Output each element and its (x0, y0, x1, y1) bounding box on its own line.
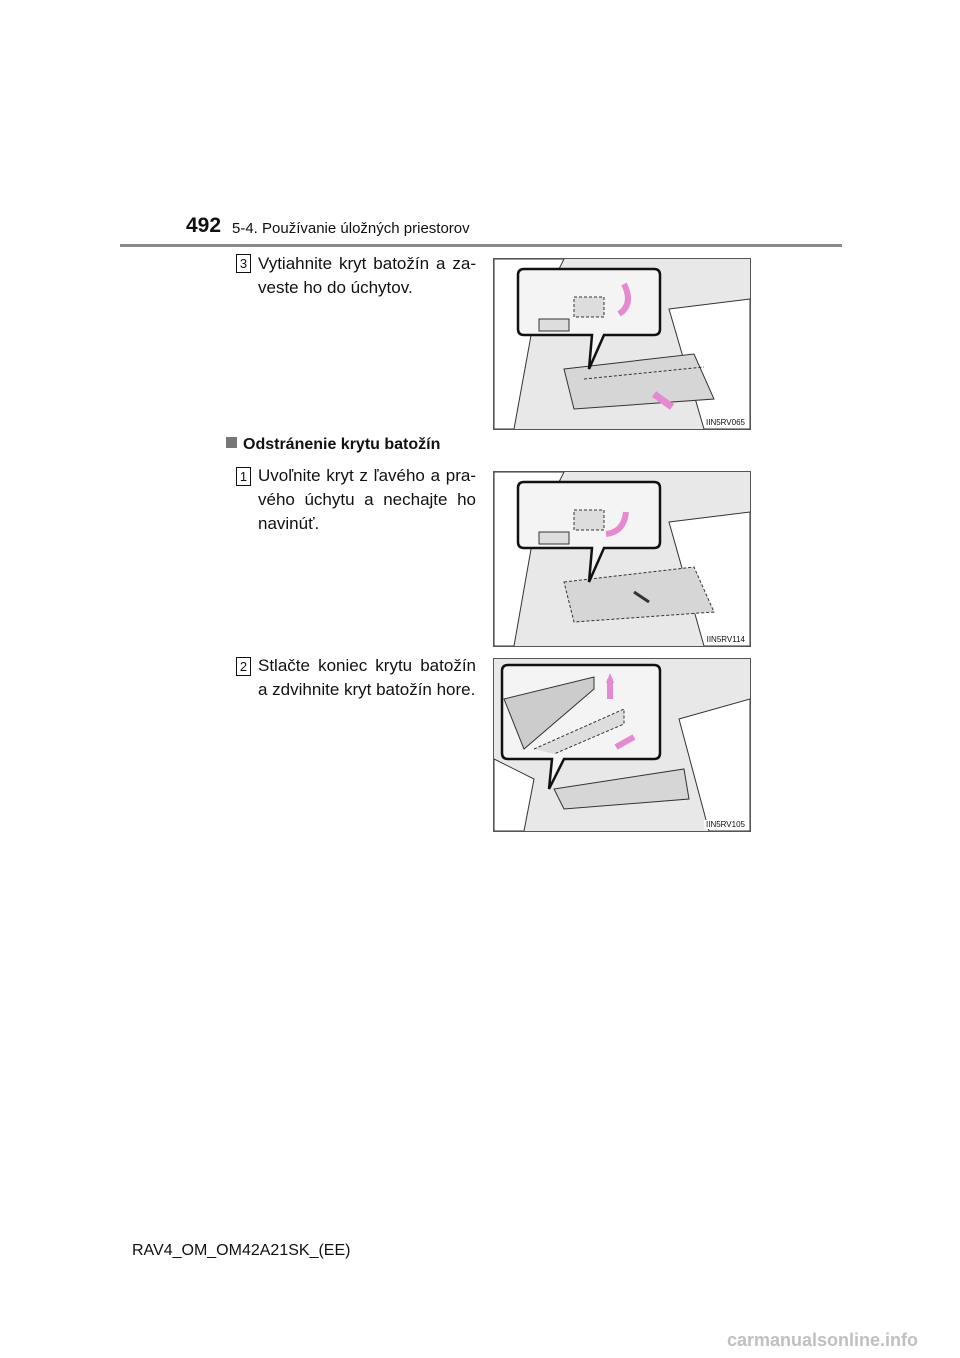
figure-code: IIN5RV065 (706, 418, 745, 427)
figure-code: IIN5RV105 (706, 820, 745, 829)
header-rule (120, 244, 842, 247)
figure-illustration (494, 472, 750, 646)
figure-step-3 (493, 258, 751, 430)
figure-step-2 (493, 658, 751, 832)
figure-illustration (494, 659, 750, 831)
page-number: 492 (186, 214, 222, 237)
heading-marker-icon (226, 437, 237, 448)
figure-code: IIN5RV114 (706, 635, 745, 644)
chapter-title: 5-4. Používanie úložných priestorov (232, 220, 470, 237)
section-heading (226, 436, 440, 454)
section-heading-text: Odstránenie krytu batožín (243, 436, 441, 453)
footer-doc-id: RAV4_OM_OM42A21SK_(EE) (132, 1242, 351, 1259)
figure-step-1 (493, 471, 751, 647)
figure-illustration (494, 259, 750, 429)
step-1-text: Uvoľnite kryt z ľavého a pra-vého úchytu a nechajte ho navinúť. (258, 466, 476, 533)
step-3-text: Vytiahnite kryt batožín a za-veste ho do úchytov. (258, 254, 476, 297)
watermark: carmanualsonline.info (726, 1330, 918, 1350)
step-badge-1: 1 (236, 467, 251, 486)
step-2-text: Stlačte koniec krytu batožín a zdvihnite kryt batožín hore. (258, 656, 476, 699)
step-badge-2: 2 (236, 657, 251, 676)
step-badge-3: 3 (236, 254, 251, 273)
